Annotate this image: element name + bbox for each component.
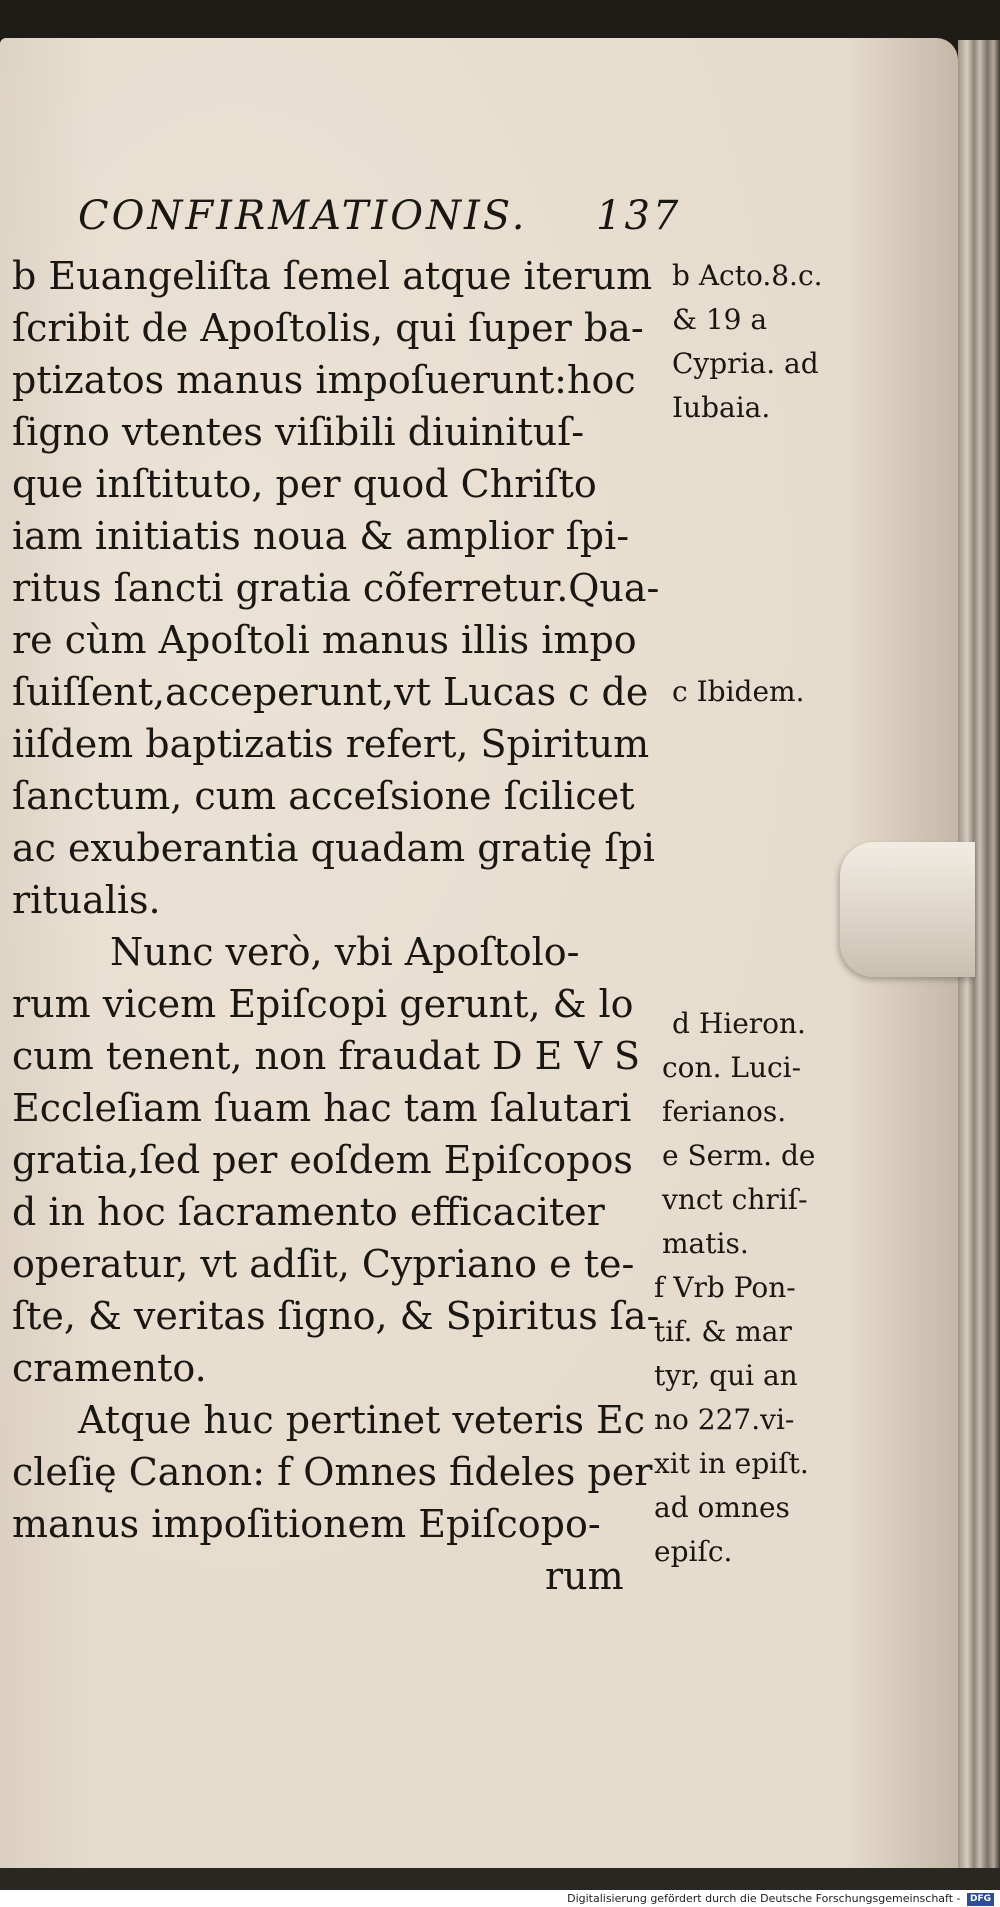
- margin-note: f Vrb Pon-: [654, 1271, 796, 1304]
- margin-note: no 227.vi-: [654, 1403, 795, 1436]
- text-line: iiſdem baptizatis refert, Spiritum: [12, 722, 650, 766]
- margin-note: Cypria. ad: [672, 347, 819, 380]
- catchword: rum: [545, 1554, 624, 1598]
- running-head: [78, 186, 688, 246]
- page-clip: [840, 842, 975, 977]
- text-line: gratia,ſed per eoſdem Epiſcopos: [12, 1138, 633, 1182]
- margin-note: ad omnes: [654, 1491, 790, 1524]
- text-line: ſte, & veritas ſigno, & Spiritus ſa-: [12, 1294, 660, 1338]
- margin-note: tif. & mar: [654, 1315, 792, 1348]
- margin-note: b Acto.8.c.: [672, 259, 823, 292]
- text-line: ritus ſancti gratia cõferretur.Qua-: [12, 566, 660, 610]
- paragraph-start-line: Atque huc pertinet veteris Ec: [78, 1398, 646, 1442]
- text-line: cramento.: [12, 1346, 207, 1390]
- text-line: ſuiſſent,acceperunt,vt Lucas c de: [12, 670, 649, 714]
- footer-text: Digitalisierung gefördert durch die Deutsche Forschungsgemeinschaft -: [567, 1892, 961, 1905]
- margin-note: epiſc.: [654, 1535, 733, 1568]
- text-line: cum tenent, non fraudat D E V S: [12, 1034, 641, 1078]
- margin-note: & 19 a: [672, 303, 768, 336]
- margin-note: matis.: [662, 1227, 749, 1260]
- text-line: iam initiatis noua & amplior ſpi-: [12, 514, 630, 558]
- text-line: ritualis.: [12, 878, 161, 922]
- margin-note: e Serm. de: [662, 1139, 816, 1172]
- page-number: 137: [596, 193, 682, 239]
- text-line: ptizatos manus impoſuerunt:hoc: [12, 358, 636, 402]
- text-line: Eccleſiam ſuam hac tam ſalutari: [12, 1086, 632, 1130]
- margin-note: d Hieron.: [672, 1007, 806, 1040]
- text-line: operatur, vt adſit, Cypriano e te-: [12, 1242, 635, 1286]
- text-line: d in hoc ſacramento efficaciter: [12, 1190, 605, 1234]
- running-head-title: CONFIRMATIONIS.: [78, 193, 528, 239]
- margin-note: ferianos.: [662, 1095, 787, 1128]
- text-line: ſanctum, cum acceſsione ſcilicet: [12, 774, 635, 818]
- text-line: b Euangeliſta ſemel atque iterum: [12, 254, 653, 298]
- margin-note: tyr, qui an: [654, 1359, 798, 1392]
- text-line: ac exuberantia quadam gratię ſpi: [12, 826, 655, 870]
- text-line: ſcribit de Apoſtolis, qui ſuper ba-: [12, 306, 644, 350]
- text-line: ſigno vtentes viſibili diuinituſ-: [12, 410, 585, 454]
- paragraph-start-line: Nunc verò, vbi Apoſtolo-: [110, 930, 580, 974]
- margin-note: vnct chriſ-: [662, 1183, 808, 1216]
- digitization-footer: [0, 1890, 1000, 1907]
- margin-note: xit in epiſt.: [654, 1447, 809, 1480]
- margin-note: Iubaia.: [672, 391, 771, 424]
- scan-bottom-edge: [0, 1868, 1000, 1890]
- text-line: que inſtituto, per quod Chriſto: [12, 462, 597, 506]
- text-line: re cùm Apoſtoli manus illis impo: [12, 618, 637, 662]
- text-line: manus impoſitionem Epiſcopo-: [12, 1502, 601, 1546]
- text-line: cleſię Canon: f Omnes fideles per: [12, 1450, 653, 1494]
- margin-note: c Ibidem.: [672, 675, 805, 708]
- text-line: rum vicem Epiſcopi gerunt, & lo: [12, 982, 634, 1026]
- dfg-logo-badge: DFG: [967, 1893, 994, 1906]
- margin-note: con. Luci-: [662, 1051, 802, 1084]
